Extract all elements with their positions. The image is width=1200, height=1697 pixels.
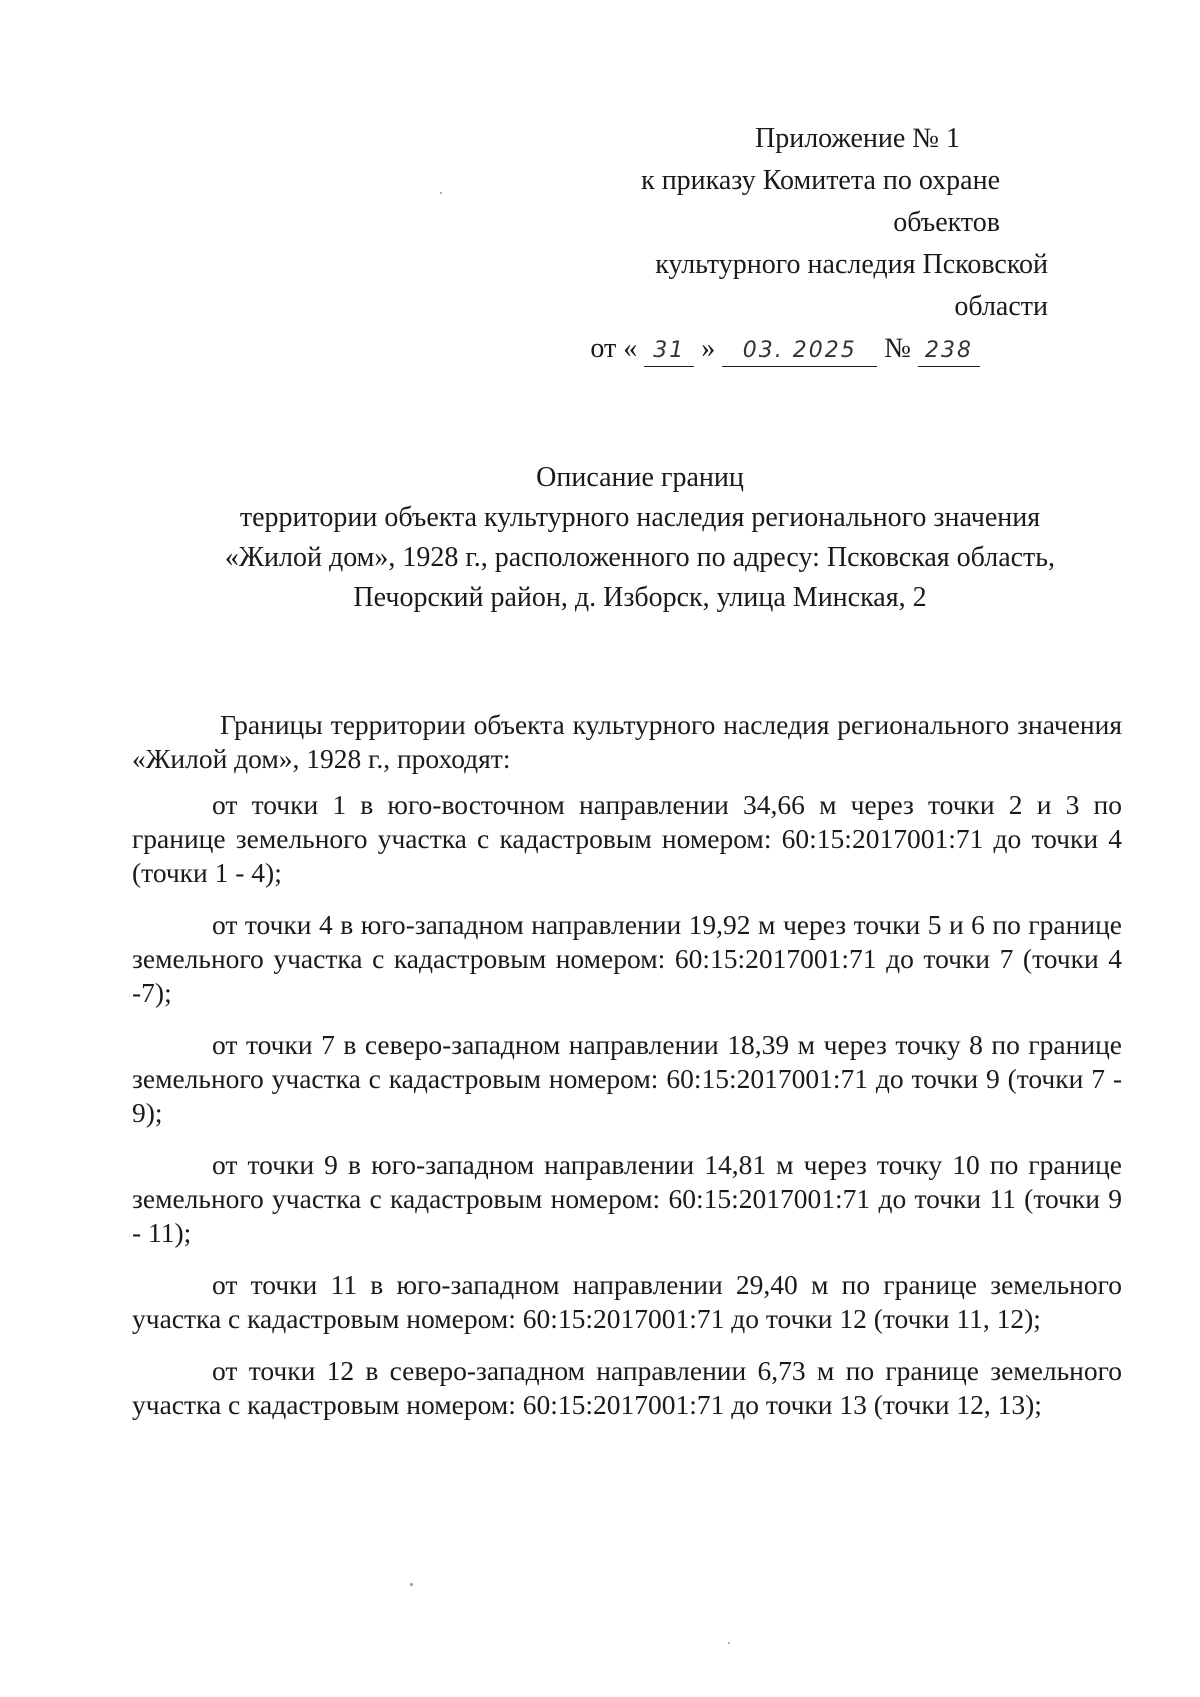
boundary-segment: от точки 7 в северо-западном направлении 18,39 м через точку 8 по границе земельного участка с кадастровым номером: 60:15:2017001:71 до точки 9 (точки 7 - 9); xyxy=(132,1029,1122,1128)
title-line-4: Печорский район, д. Изборск, улица Минская, 2 xyxy=(353,582,927,613)
intro-paragraph: Границы территории объекта культурного наследия регионального значения «Жилой дом», 1928 г., проходят: xyxy=(132,709,1122,774)
date-prefix: от « xyxy=(590,333,638,364)
committee-name: культурного наследия Псковской области xyxy=(655,249,1048,322)
handwritten-day: 31 xyxy=(644,336,694,367)
boundary-segment: от точки 12 в северо-западном направлении 6,73 м по границе земельного участка с кадастровым номером: 60:15:2017001:71 до точки 13 (точки 12, 13); xyxy=(132,1355,1122,1420)
boundary-segment: от точки 1 в юго-восточном направлении 34,66 м через точки 2 и 3 по границе земельного участка с кадастровым номером: 60:15:2017001:71 до точки 4 (точки 1 - 4); xyxy=(132,789,1122,888)
document-body xyxy=(132,708,1122,1440)
order-reference: к приказу Комитета по охране объектов xyxy=(641,165,1000,238)
scan-speck xyxy=(728,1642,730,1644)
order-date-line xyxy=(560,328,1120,370)
scan-speck xyxy=(440,192,442,194)
boundary-segment: от точки 11 в юго-западном направлении 29,40 м по границе земельного участка с кадастровым номером: 60:15:2017001:71 до точки 12 (точки 11, 12); xyxy=(132,1269,1122,1334)
appendix-label: Приложение № 1 xyxy=(755,123,960,154)
document-title xyxy=(150,458,1130,618)
boundary-segment: от точки 4 в юго-западном направлении 19,92 м через точки 5 и 6 по границе земельного участка с кадастровым номером: 60:15:2017001:71 до точки 7 (точки 4 -7); xyxy=(132,909,1122,1008)
number-prefix: № xyxy=(884,333,911,364)
handwritten-number: 238 xyxy=(918,336,980,367)
title-line-2: территории объекта культурного наследия регионального значения xyxy=(239,502,1041,533)
title-line-3: «Жилой дом», 1928 г., расположенного по адресу: Псковская область, xyxy=(224,542,1056,573)
scan-speck xyxy=(410,1583,413,1586)
title-line-1: Описание границ xyxy=(536,462,744,493)
document-header xyxy=(560,118,1120,370)
handwritten-date: 03. 2025 xyxy=(722,336,877,367)
date-mid: » xyxy=(701,333,716,364)
boundary-segment: от точки 9 в юго-западном направлении 14,81 м через точку 10 по границе земельного участка с кадастровым номером: 60:15:2017001:71 до точки 11 (точки 9 - 11); xyxy=(132,1149,1122,1248)
